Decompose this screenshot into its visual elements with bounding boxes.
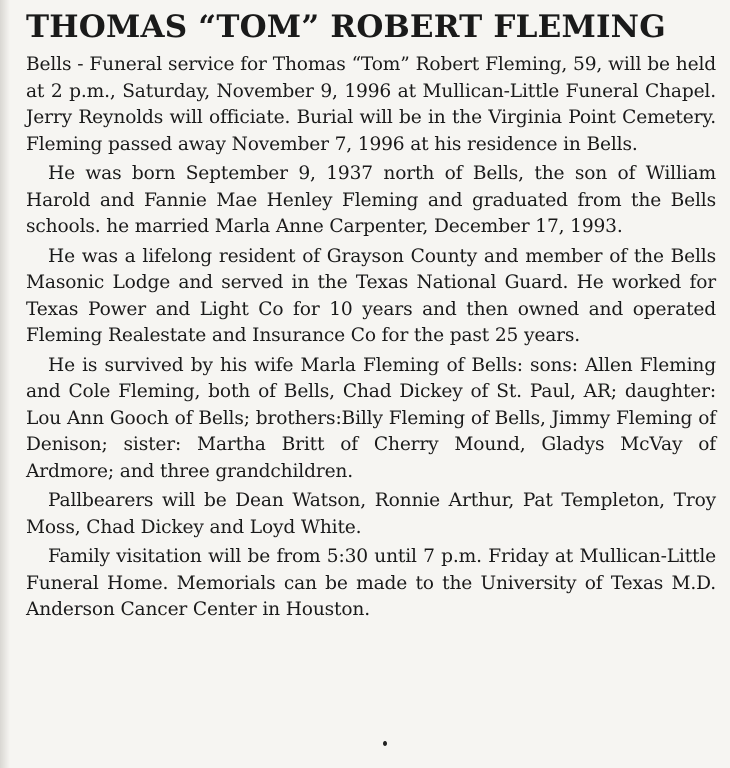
paragraph-career: He was a lifelong resident of Grayson County and member of the Bells Masonic Lodge and served in the Texas National Guard. He worked for Texas Power and Light Co for 10 years and then owned and operated Fleming Realestate and Insurance Co for the past 25 years. [26, 245, 716, 346]
print-speck [383, 741, 387, 746]
paragraph-birth: He was born September 9, 1937 north of Bells, the son of William Harold and Fannie Mae Henley Fleming and graduated from the Bells schools. he married Marla Anne Carpenter, December 17, 1993. [26, 163, 716, 237]
paragraph-pallbearers: Pallbearers will be Dean Watson, Ronnie Arthur, Pat Templeton, Troy Moss, Chad Dickey and Loyd White. [26, 490, 716, 538]
obituary-body [26, 52, 716, 624]
obituary-headline: THOMAS “TOM” ROBERT FLEMING [26, 9, 666, 45]
paragraph-survivors: He is survived by his wife Marla Fleming of Bells: sons: Allen Fleming and Cole Fleming, both of Bells, Chad Dickey of St. Paul, AR; daughter: Lou Ann Gooch of Bells; brothers:Billy Fleming of Bells, Jimmy Fleming of Denison; sister: Martha Britt of Cherry Mound, Gladys McVay of Ardmore; and three grandchildren. [26, 354, 716, 482]
paragraph-visitation: Family visitation will be from 5:30 until 7 p.m. Friday at Mullican-Little Funeral Home. Memorials can be made to the University of Texas M.D. Anderson Cancer Center in Houston. [26, 546, 716, 620]
paragraph-service: Bells - Funeral service for Thomas “Tom” Robert Fleming, 59, will be held at 2 p.m., Saturday, November 9, 1996 at Mullican-Little Funeral Chapel. Jerry Reynolds will officiate. Burial will be in the Virginia Point Cemetery. Fleming passed away November 7, 1996 at his residence in Bells. [26, 54, 716, 155]
